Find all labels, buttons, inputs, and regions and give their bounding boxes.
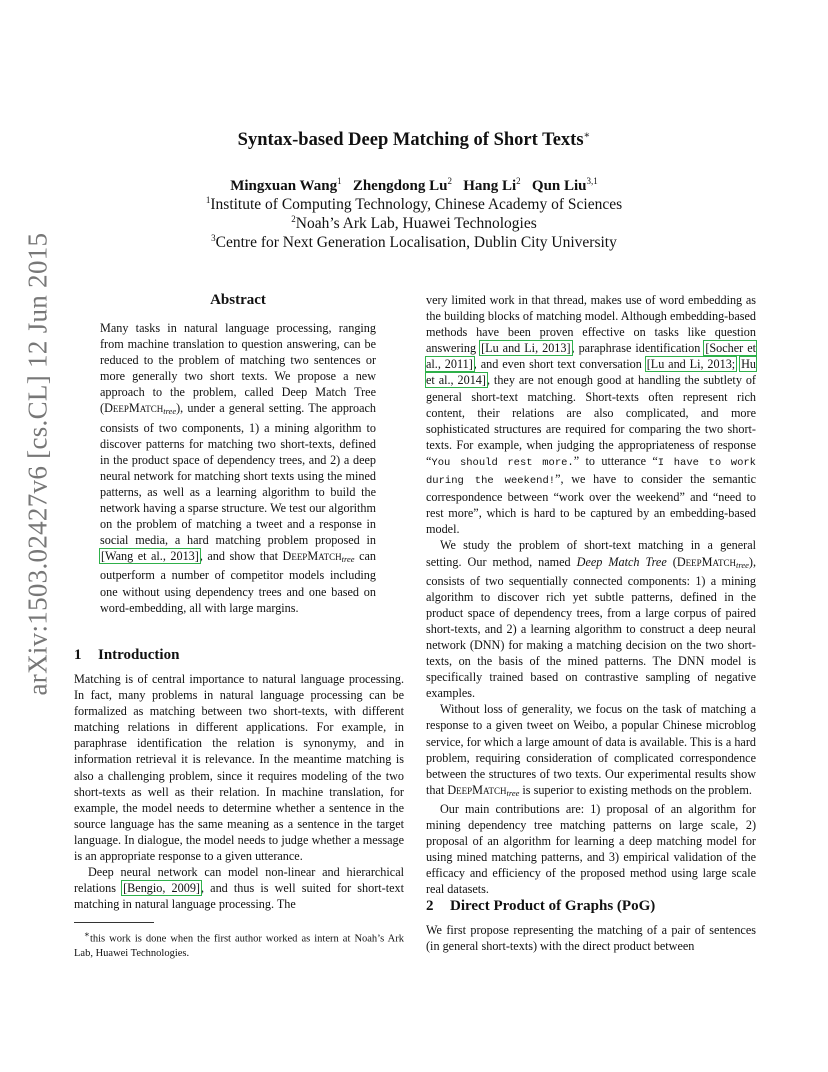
method-subscript: tree: [163, 406, 177, 417]
author-name: Zhengdong Lu: [352, 178, 448, 194]
citation-link[interactable]: [Socher et al., 2011]: [426, 341, 756, 372]
footnote-paragraph: [74, 927, 404, 961]
paragraph: [426, 292, 756, 537]
section-title: Introduction: [98, 647, 180, 663]
affiliation-mark: 2: [291, 214, 296, 224]
affiliation-text: Institute of Computing Technology, Chinese Academy of Sciences: [210, 196, 623, 214]
author-affil-mark: 1: [337, 176, 342, 186]
example-utterance: I have to work during the weekend!: [426, 456, 756, 488]
method-subscript: tree: [506, 787, 520, 798]
paragraph: [426, 537, 756, 701]
paragraph-text: , they are not enough good at handling the subtlety of general short-text matching. Short-texts often represent rich content, their relations are also complicated, and more sophisticated structures are required for comparing the two short-texts. For example, when judging the appropriateness of response “: [426, 373, 756, 468]
section-title: Direct Product of Graphs (PoG): [450, 898, 656, 914]
affiliation-mark: 3: [211, 233, 216, 243]
citation-link[interactable]: [Lu and Li, 2013;: [646, 357, 736, 372]
affiliation: [0, 214, 828, 233]
abstract-heading: Abstract: [210, 292, 266, 308]
paragraph-text: ”, we have to consider the semantic correspondence between “work over the weekend” and “need to rest more”, which is hard to be captured by an embedding-based model.: [426, 472, 756, 537]
paragraph: Matching is of central importance to natural language processing. In fact, many problems in natural language processing can be formalized as matching between two short-texts, with different matching relations in different applications. For example, in paraphrase identification the relation is synonymy, and in information retrieval it is relevance. In the meantime matching is also a challenging problem, since it requires modeling of the two short-texts as well as their relation. In machine translation, for example, the model needs to determine whether a sentence in the source language has the same meaning as a sentence in the target language. In dialogue, the model needs to judge whether a message is an appropriate response to a given utterance.: [74, 672, 404, 864]
method-full-name: Deep Match Tree: [576, 554, 667, 569]
footnote: [74, 927, 404, 961]
paragraph-text: Deep neural network can model non-linear and hierarchical relations: [74, 865, 404, 896]
title-text: Syntax-based Deep Matching of Short Texts: [237, 130, 584, 151]
paragraph-text: We study the problem of short-text matching in a general setting. Our method, named: [426, 538, 756, 569]
paragraph-text: Without loss of generality, we focus on the task of matching a response to a given tweet on Weibo, a popular Chinese microblog service, for which a large amount of data is available. This is a hard problem, requiring consideration of complicated correspondence between the structures of two texts. Our experimental results show that: [426, 702, 756, 797]
citation-link[interactable]: [Bengio, 2009]: [123, 881, 200, 896]
affiliation-text: Noah’s Ark Lab, Huawei Technologies: [295, 215, 537, 233]
section-number: 2: [426, 898, 434, 914]
affiliation-mark: 1: [205, 195, 211, 205]
paragraph-text: very limited work in that thread, makes use of word embedding as the building blocks of matching model. Although embedding-based methods have been proven effective on tasks like question answering: [426, 293, 756, 356]
paper-title: [0, 130, 828, 151]
author-name: Mingxuan Wang: [230, 178, 338, 194]
abstract-body: [100, 320, 376, 616]
author-name: Hang Li: [463, 178, 517, 194]
author: [353, 178, 452, 194]
footnote-rule: [74, 922, 154, 923]
author-name: Qun Liu: [531, 178, 587, 194]
abstract-text: Many tasks in natural language processing, ranging from machine translation to question answering, can be reduced to the problem of matching two sentences or more generally two short texts. We propose a new approach to the problem, called Deep Match Tree (: [100, 321, 376, 416]
section-2-body: [426, 922, 756, 954]
author-affil-mark: 2: [447, 176, 452, 186]
abstract-text: can outperform a number of competitor models including one without using dependency trees and one based on word-embedding, all with large margins.: [100, 549, 376, 615]
example-response: You should rest more.: [431, 456, 574, 469]
paragraph-text: is superior to existing methods on the problem.: [519, 782, 752, 797]
method-subscript: tree: [341, 554, 355, 565]
right-column-body: [426, 292, 756, 897]
paragraph: [426, 701, 756, 801]
citation-link[interactable]: [Lu and Li, 2013]: [481, 341, 571, 356]
author-affil-mark: 2: [516, 176, 521, 186]
method-subscript: tree: [735, 559, 749, 570]
author-list: [0, 176, 828, 195]
author: [532, 178, 598, 194]
abstract-text: , and show that: [199, 549, 283, 564]
footnote-mark: ∗: [84, 929, 90, 939]
affiliation-text: Centre for Next Generation Localisation, Dublin City University: [215, 234, 617, 252]
paragraph-text: , paraphrase identification: [571, 341, 705, 356]
arxiv-stamp-text: arXiv:1503.02427v6 [cs.CL] 12 Jun 2015: [22, 232, 53, 696]
affiliation: [0, 195, 828, 214]
title-footnote-mark: ∗: [583, 130, 591, 141]
paragraph-text: , and thus is well suited for short-text matching in natural language processing. The: [74, 881, 404, 912]
section-number: 1: [74, 647, 82, 663]
paragraph-text: , and even short text conversation: [473, 357, 646, 372]
paragraph-text: ), consists of two sequentially connected components: 1) a mining algorithm to discover rich yet subtle patterns, defined in the product space of dependency trees, from a large corpus of paired short-texts, and 2) a learning algorithm to construct a deep neural network (DNN) for making a matching decision on the two short-texts, on the basis of the mined patterns. The DNN model is specifically trained based on contrastive sampling of negative examples.: [426, 554, 756, 701]
author-affil-mark: 3,1: [586, 176, 598, 186]
author: [463, 178, 520, 194]
footnote-text: this work is done when the first author worked as intern at Noah’s Ark Lab, Huawei Technologies.: [74, 933, 404, 959]
arxiv-stamp: [18, 232, 58, 710]
method-name: DeepMatch: [104, 401, 164, 416]
citation-link[interactable]: Hu et al., 2014]: [426, 357, 756, 388]
paragraph-text: ” to utterance “: [573, 453, 658, 468]
author: [230, 178, 341, 194]
paragraph: We first propose representing the matching of a pair of sentences (in general short-texts) with the direct product between: [426, 923, 756, 954]
abstract-text: ), under a general setting. The approach consists of two components, 1) a mining algorithm to discover patterns for matching two short-texts, defined in the product space of dependency trees, and 2) a deep neural network for matching short texts using the mined patterns, as well as a learning algorithm to build the network having a sparse structure. We test our algorithm on the problem of matching a tweet and a response in social media, a hard matching problem proposed in: [100, 401, 376, 548]
method-name: DeepMatch: [447, 782, 507, 797]
paragraph: Our main contributions are: 1) proposal of an algorithm for mining dependency tree matching patterns on large scale, 2) proposal of an algorithm for learning a deep matching model for using mined matching patterns, and 3) empirical validation of the efficacy and efficiency of the proposed method using large scale real datasets.: [426, 801, 756, 897]
method-name: DeepMatch: [282, 549, 342, 564]
section-heading: [74, 647, 179, 664]
citation-link[interactable]: [Wang et al., 2013]: [101, 549, 199, 564]
left-column-body: [74, 671, 404, 912]
paragraph: [74, 864, 404, 912]
method-name: DeepMatch: [676, 554, 736, 569]
paragraph-text: (: [666, 554, 677, 569]
section-heading: [426, 898, 655, 915]
affiliation: [0, 233, 828, 252]
